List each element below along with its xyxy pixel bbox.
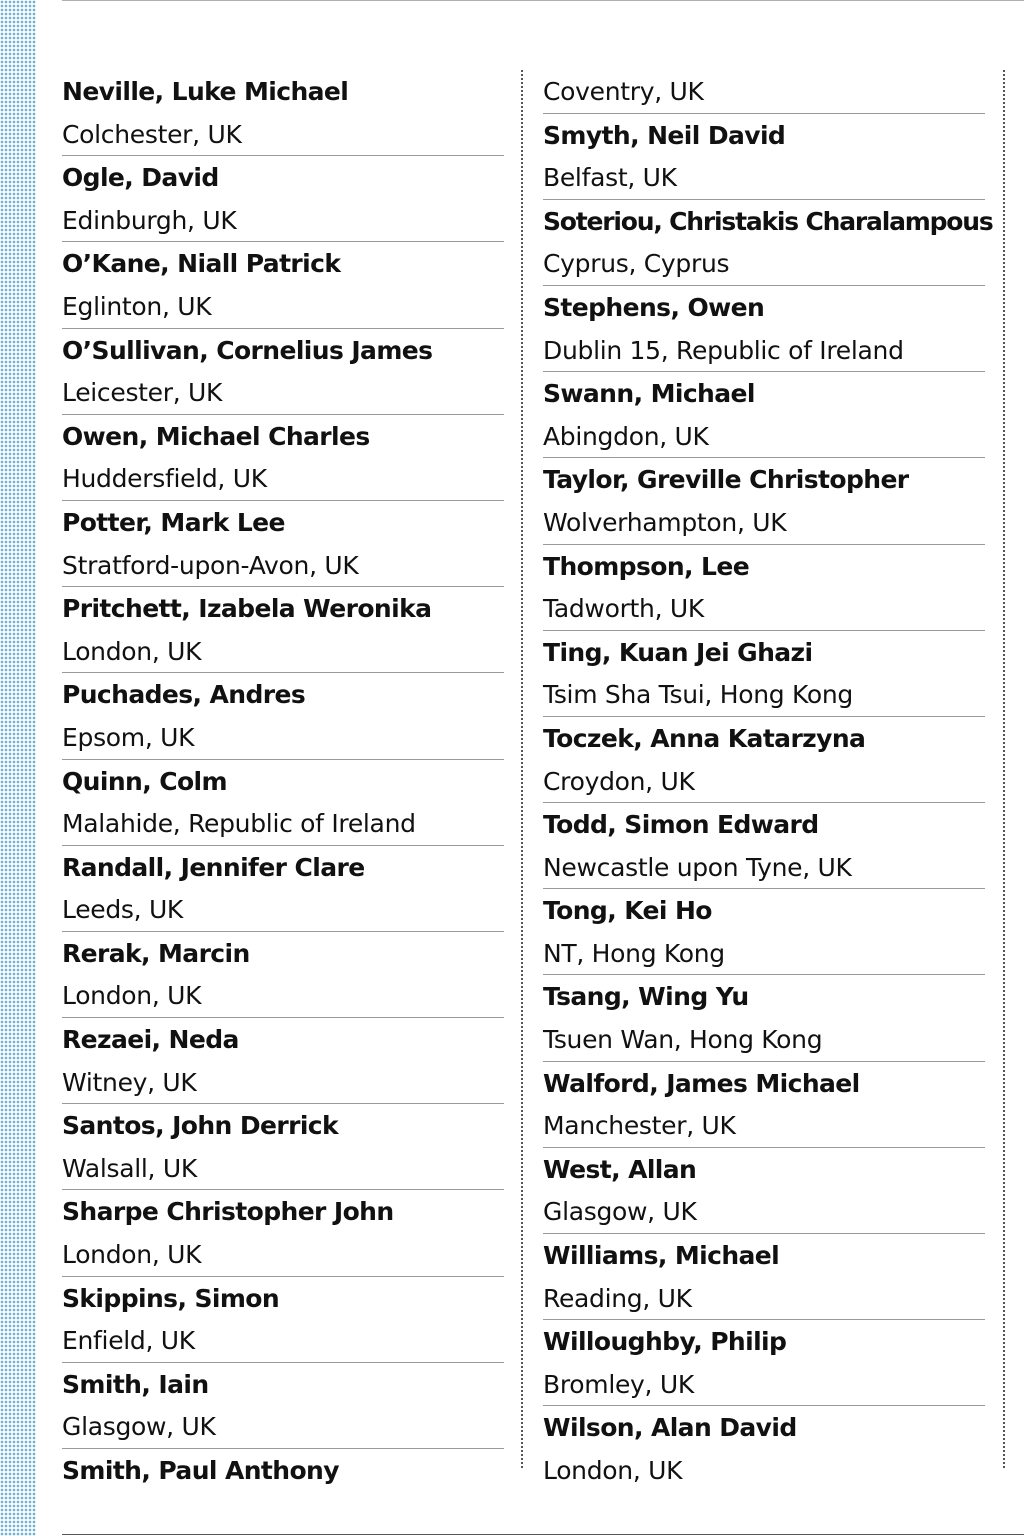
entry-location: Edinburgh, UK: [62, 205, 237, 235]
entry-location: Glasgow, UK: [543, 1197, 697, 1227]
entry-name: Randall, Jennifer Clare: [62, 852, 365, 882]
entry-location: London, UK: [543, 1456, 683, 1485]
entry-location: Enfield, UK: [62, 1326, 195, 1356]
entry-location: Wolverhampton, UK: [543, 507, 787, 537]
entry-name: Neville, Luke Michael: [62, 77, 349, 106]
entry-location: Colchester, UK: [62, 119, 242, 149]
list-item: [543, 1062, 985, 1148]
right-edge-divider: [1003, 70, 1005, 1468]
entry-name: O’Sullivan, Cornelius James: [62, 335, 433, 365]
list-item: [543, 1406, 985, 1491]
entry-location: Witney, UK: [62, 1067, 197, 1097]
list-item: [62, 242, 504, 328]
list-item: [543, 1320, 985, 1406]
entry-location: Leicester, UK: [62, 378, 223, 408]
entry-location: London, UK: [62, 1240, 202, 1270]
entry-name: West, Allan: [543, 1154, 697, 1184]
entry-location: Manchester, UK: [543, 1111, 736, 1141]
entry-location: Eglinton, UK: [62, 291, 212, 321]
entry-location: Abingdon, UK: [543, 421, 709, 451]
entry-name: Potter, Mark Lee: [62, 507, 285, 537]
list-item: [543, 975, 985, 1061]
list-item: [62, 156, 504, 242]
list-item: [543, 631, 985, 717]
list-item: [62, 760, 504, 846]
list-item: [62, 673, 504, 759]
left-column: [62, 70, 504, 1492]
list-item: [62, 501, 504, 587]
list-item: [62, 1277, 504, 1363]
entry-location: Tsuen Wan, Hong Kong: [543, 1025, 823, 1055]
entry-location: Glasgow, UK: [62, 1412, 216, 1442]
list-item: [543, 372, 985, 458]
entry-location: Croydon, UK: [543, 766, 695, 796]
entry-name: Swann, Michael: [543, 379, 755, 409]
entry-location: Reading, UK: [543, 1283, 692, 1313]
entry-name: Ting, Kuan Jei Ghazi: [543, 637, 813, 667]
list-item: [62, 415, 504, 501]
entry-name: Smith, Paul Anthony: [62, 1456, 339, 1485]
entry-name: Toczek, Anna Katarzyna: [543, 723, 866, 753]
entry-name: Pritchett, Izabela Weronika: [62, 594, 432, 624]
list-item: [543, 889, 985, 975]
list-item: [543, 1148, 985, 1234]
entry-name: O’Kane, Niall Patrick: [62, 249, 341, 279]
entry-name: Willoughby, Philip: [543, 1327, 787, 1357]
list-item: [543, 114, 985, 200]
list-item: [62, 1449, 504, 1492]
list-item: [62, 587, 504, 673]
entry-name: Wilson, Alan David: [543, 1413, 797, 1443]
entry-name: Williams, Michael: [543, 1241, 780, 1271]
entry-name: Rezaei, Neda: [62, 1025, 239, 1055]
entry-location: NT, Hong Kong: [543, 938, 725, 968]
decorative-dot-strip: [0, 0, 36, 1536]
entry-location: London, UK: [62, 636, 202, 666]
entry-name: Taylor, Greville Christopher: [543, 465, 909, 495]
bottom-rule: [62, 1534, 1024, 1535]
entry-name: Sharpe Christopher John: [62, 1197, 394, 1227]
entry-location: London, UK: [62, 981, 202, 1011]
list-item-continued: [543, 70, 985, 114]
list-item: [62, 329, 504, 415]
entry-location: Malahide, Republic of Ireland: [62, 809, 416, 839]
entry-name: Ogle, David: [62, 163, 219, 193]
entry-name: Soteriou, Christakis Charalampous: [543, 206, 993, 236]
entry-location: Tadworth, UK: [543, 594, 704, 624]
entry-name: Quinn, Colm: [62, 766, 227, 796]
entry-name: Thompson, Lee: [543, 551, 750, 581]
list-item: [62, 1104, 504, 1190]
list-item: [543, 458, 985, 544]
entry-name: Tong, Kei Ho: [543, 896, 712, 926]
entry-name: Todd, Simon Edward: [543, 810, 819, 840]
entry-location: Epsom, UK: [62, 722, 195, 752]
entry-name: Santos, John Derrick: [62, 1111, 339, 1141]
entry-location: Bromley, UK: [543, 1369, 694, 1399]
list-item: [62, 1190, 504, 1276]
entry-location: Belfast, UK: [543, 163, 677, 193]
list-item: [543, 545, 985, 631]
entry-name: Owen, Michael Charles: [62, 421, 370, 451]
entry-name: Skippins, Simon: [62, 1283, 280, 1313]
list-item: [543, 1234, 985, 1320]
list-item: [543, 286, 985, 372]
entry-name: Rerak, Marcin: [62, 938, 250, 968]
entry-location: Leeds, UK: [62, 895, 184, 925]
entry-location: Stratford-upon-Avon, UK: [62, 550, 359, 580]
list-item: [62, 1018, 504, 1104]
entry-location: Tsim Sha Tsui, Hong Kong: [543, 680, 853, 710]
entry-location: Huddersfield, UK: [62, 464, 267, 494]
right-column: [543, 70, 993, 1492]
list-item: [62, 932, 504, 1018]
entry-location: Dublin 15, Republic of Ireland: [543, 335, 904, 365]
top-rule: [62, 0, 1024, 1]
list-item: [62, 846, 504, 932]
entry-name: Smith, Iain: [62, 1369, 209, 1399]
entry-name: Puchades, Andres: [62, 680, 306, 710]
column-divider: [521, 70, 523, 1468]
list-item: [543, 803, 985, 889]
entry-name: Walford, James Michael: [543, 1068, 860, 1098]
list-item: [62, 70, 504, 156]
entry-name: Stephens, Owen: [543, 292, 765, 322]
list-item: [543, 717, 985, 803]
entry-name: Smyth, Neil David: [543, 120, 786, 150]
entry-location: Cyprus, Cyprus: [543, 249, 730, 279]
entry-location: Walsall, UK: [62, 1153, 197, 1183]
entry-location: Coventry, UK: [543, 77, 704, 106]
entry-name: Tsang, Wing Yu: [543, 982, 749, 1012]
entry-location: Newcastle upon Tyne, UK: [543, 852, 852, 882]
list-item: [543, 200, 993, 286]
list-item: [62, 1363, 504, 1449]
